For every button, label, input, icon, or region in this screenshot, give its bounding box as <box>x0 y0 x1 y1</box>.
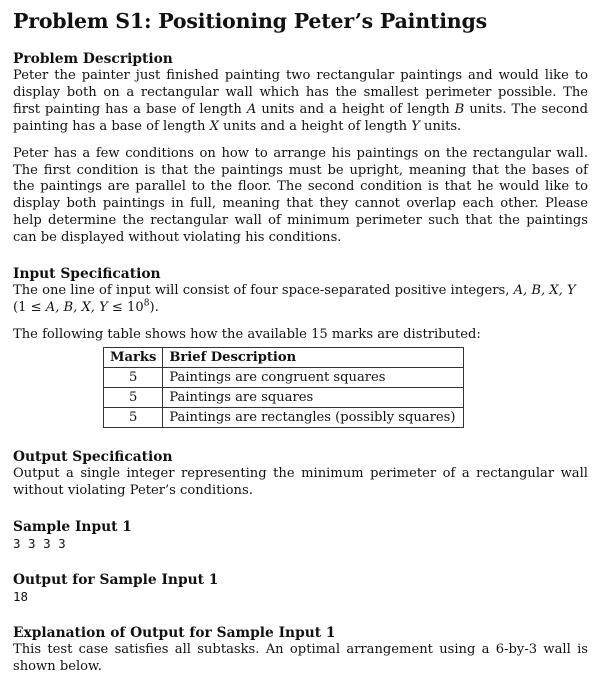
marks-cell: 5 <box>104 387 163 407</box>
problem-description-heading: Problem Description <box>13 51 173 67</box>
marks-table <box>103 347 464 428</box>
explanation-heading: Explanation of Output for Sample Input 1 <box>13 624 336 641</box>
output-specification-heading: Output Specification <box>13 448 173 465</box>
sample-output-value: 18 <box>13 588 29 604</box>
table-row <box>104 367 464 387</box>
sample-input-value: 3 3 3 3 <box>13 535 66 551</box>
input-specification-text: The one line of input will consist of four space-separated positive integers, A, B, X, Y (1 ≤ A, B, X, $Y \le 10^8$). <box>13 283 576 315</box>
problem-page <box>13 8 588 675</box>
description-cell: Paintings are rectangles (possibly squares) <box>163 407 464 427</box>
problem-description-paragraph-2: Peter has a few conditions on how to arrange his paintings on the rectangular wall. The first condition is that the paintings must be upright, meaning that the bases of the paintings are parallel to the floor. The second condition is that he would like to display both paintings in full, meaning that they cannot overlap each other. Please help determine the rectangular wall of minimum perimeter such that the paintings can be displayed without violating his conditions. <box>13 145 588 246</box>
problem-description-paragraph-1: Peter the painter just finished painting two rectangular paintings and would like to display both on a rectangular wall which has the smallest perimeter possible. The first painting has a base of length A units and a height of length B units. The second painting has a base of length X units and a height of length Y units. <box>13 68 588 134</box>
page-title: Problem S1: Positioning Peter’s Paintings <box>13 9 487 33</box>
marks-cell: 5 <box>104 367 163 387</box>
marks-cell: 5 <box>104 407 163 427</box>
output-specification-text: Output a single integer representing the minimum perimeter of a rectangular wall without violating Peter’s conditions. <box>13 465 588 498</box>
description-cell: Paintings are congruent squares <box>163 367 464 387</box>
sample-input-heading: Sample Input 1 <box>13 518 132 535</box>
description-cell: Paintings are squares <box>163 387 464 407</box>
input-specification-heading: Input Specification <box>13 266 161 283</box>
marks-table-intro: The following table shows how the available 15 marks are distributed: <box>13 326 481 342</box>
sample-output-heading: Output for Sample Input 1 <box>13 571 219 588</box>
marks-table-header-row <box>104 347 464 367</box>
description-column-header: Brief Description <box>163 347 464 367</box>
explanation-text: This test case satisfies all subtasks. An optimal arrangement using a 6-by-3 wall is shown below. <box>13 641 588 674</box>
table-row <box>104 387 464 407</box>
marks-column-header: Marks <box>104 347 163 367</box>
table-row <box>104 407 464 427</box>
